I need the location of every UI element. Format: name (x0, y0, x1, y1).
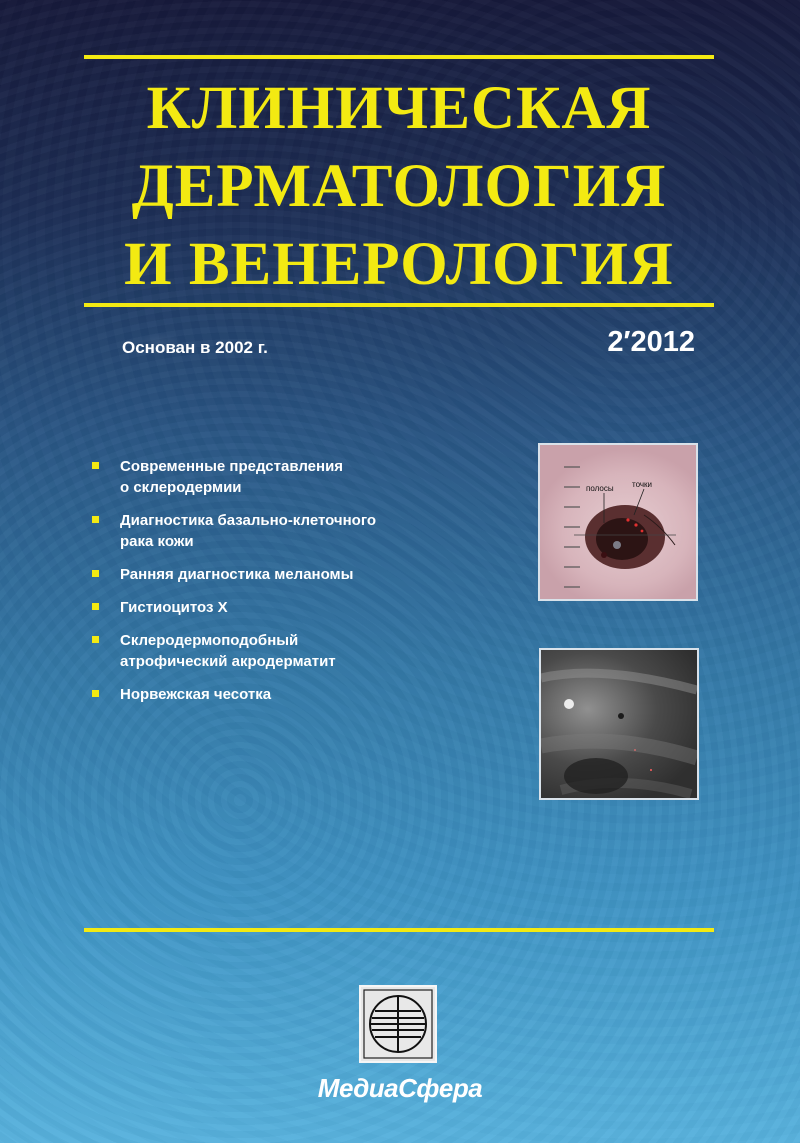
topic-line: Диагностика базально-клеточного (120, 512, 377, 529)
title-divider (84, 303, 714, 307)
bullet-icon (92, 603, 99, 610)
topic-line: Норвежская чесотка (120, 686, 272, 703)
publisher-logo-icon (359, 985, 437, 1063)
topic-line: Гистиоцитоз Х (120, 599, 228, 616)
topic-line: Склеродермоподобный (120, 632, 299, 649)
topic-item (92, 597, 452, 618)
topics-list (92, 456, 452, 717)
journal-title (84, 70, 714, 304)
topic-item (92, 630, 452, 672)
issue-number: 2′2012 (607, 326, 695, 358)
bullet-icon (92, 462, 99, 469)
topic-item (92, 510, 452, 552)
dots-label: точки (632, 480, 652, 489)
stripes-label: полосы (586, 484, 614, 493)
publisher-name: МедиаСфера (317, 1073, 483, 1103)
topic-line: Ранняя диагностика меланомы (120, 566, 354, 583)
globe-icon (361, 987, 435, 1061)
topic-item (92, 564, 452, 585)
bullet-icon (92, 636, 99, 643)
microscopy-image (539, 648, 699, 800)
title-line-1: КЛИНИЧЕСКАЯ (146, 75, 652, 142)
title-line-3: И ВЕНЕРОЛОГИЯ (124, 231, 674, 298)
topic-item (92, 456, 452, 498)
topic-item (92, 684, 452, 705)
topic-line: атрофический акродерматит (120, 653, 336, 670)
microscopy-graphic (541, 650, 697, 798)
bottom-divider (84, 928, 714, 932)
top-divider (84, 55, 714, 59)
bullet-icon (92, 516, 99, 523)
topic-line: рака кожи (120, 533, 194, 550)
bullet-icon (92, 570, 99, 577)
dermoscopy-image (538, 443, 698, 601)
title-line-2: ДЕРМАТОЛОГИЯ (131, 153, 667, 220)
topic-line: о склеродермии (120, 479, 242, 496)
topic-line: Современные представления (120, 458, 344, 475)
bullet-icon (92, 690, 99, 697)
lesion-graphic (540, 445, 696, 599)
founded-text: Основан в 2002 г. (122, 338, 268, 357)
